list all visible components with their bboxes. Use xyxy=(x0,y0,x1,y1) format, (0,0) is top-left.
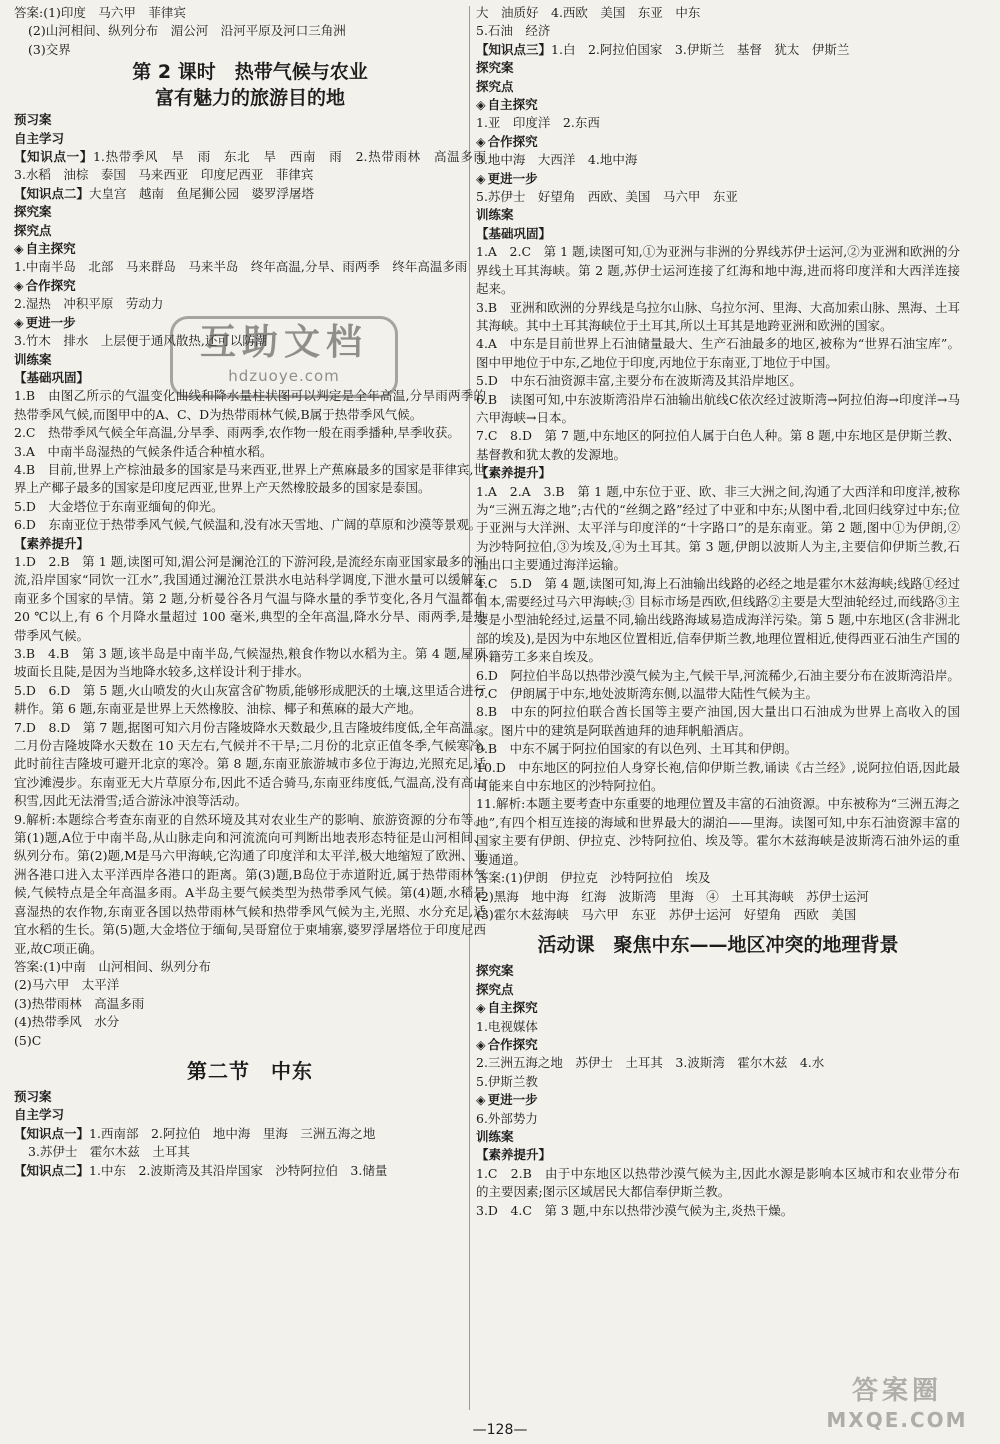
knowledge-text: 1.热带季风 旱 雨 东北 旱 西南 雨 2.热带雨林 高温多雨 3.水稻 油棕 泰国 马来西亚 印度尼西亚 菲律宾 xyxy=(14,149,486,183)
knowledge-tag: 【 知识点二 】 xyxy=(14,186,89,201)
exercise-item: 7.C 伊朗属于中东,地处波斯湾东侧,以温带大陆性气候为主。 xyxy=(476,686,818,702)
advanced-tag: 【 素养提升 】 xyxy=(476,465,551,480)
exercise-item: 4.B 目前,世界上产棕油最多的国家是马来西亚,世界上产蕉麻最多的国家是菲律宾,世界上产椰子最多的国家是印度尼西亚,世界上产天然橡胶最多的国家是泰国。 xyxy=(14,461,486,496)
exercise-item: 3.A 中南半岛湿热的气候条件适合种植水稻。 xyxy=(14,443,273,459)
exercise-item: 1.A 2.A 3.B 第 1 题,中东位于亚、欧、非三大洲之间,沟通了大西洋和印度洋,被称为“三洲五海之地”;古代的“丝绸之路”经过了中亚和中东;从图中看,北回归线穿过中东;位于亚洲与大洋洲、太平洋与印度洋的“十字路口”的是东南亚。第 2 题,图中①为伊朗,②为沙特阿拉伯,③为埃及,④为土耳其。第 3 题,伊朗以波斯人为主,主要信仰伊斯兰教,石油出口主要通过海洋运输。 xyxy=(476,483,960,573)
exercise-item: 8.B 中东的阿拉伯联合酋长国等主要产油国,因大量出口石油成为世界上高收入的国家。图片中的建筑是阿联酋迪拜的迪拜帆船酒店。 xyxy=(476,704,960,738)
diamond-heading: ◈ 自主探究 xyxy=(476,96,960,114)
exercise-item: 5.D 中东石油资源丰富,主要分布在波斯湾及其沿岸地区。 xyxy=(476,373,802,389)
section-label: 预习案 xyxy=(14,1088,52,1104)
diamond-heading: ◈ 自主探究 xyxy=(14,240,486,258)
exercise-item: 9.B 中东不属于阿拉伯国家的有以色列、土耳其和伊朗。 xyxy=(476,741,798,757)
exercise-item: 1.C 2.B 由于中东地区以热带沙漠气候为主,因此水源是影响本区城市和农业带分布的主要因素;图示区域居民大都信奉伊斯兰教。 xyxy=(476,1165,960,1200)
answer-line: (3)霍尔木兹海峡 马六甲 东亚 苏伊士运河 好望角 西欧 美国 xyxy=(476,906,857,922)
watermark-main: 互助文档 xyxy=(199,322,368,363)
exercise-item: 6.B 读图可知,中东波斯湾沿岸石油输出航线C依次经过波斯湾→阿拉伯海→印度洋→马六甲海峡→日本。 xyxy=(476,391,960,425)
corner-watermark-url: MXQE.COM xyxy=(826,1408,968,1432)
subsection-label: 自主学习 xyxy=(14,130,65,146)
left-column xyxy=(14,4,486,1418)
answer-line: 答案:(1)伊朗 伊拉克 沙特阿拉伯 埃及 xyxy=(476,870,711,886)
continued-text: 大 油质好 4.西欧 美国 东亚 中东 xyxy=(476,5,701,20)
section-label: 探究案 xyxy=(476,963,514,979)
explore-text: 3.竹木 排水 上层便于通风散热,还可以防潮 xyxy=(14,333,268,349)
knowledge-point-1 xyxy=(14,148,486,185)
answer-line: (3)热带雨林 高温多雨 xyxy=(14,995,145,1011)
explore-text: 5.苏伊士 好望角 西欧、美国 马六甲 东亚 xyxy=(476,189,738,205)
subsection-label: 探究点 xyxy=(476,981,514,997)
exercise-item: 6.D 东南亚位于热带季风气候,气候温和,没有冰天雪地、广阔的草原和沙漠等景观。 xyxy=(14,517,482,533)
knowledge-point-3 xyxy=(476,41,960,59)
explore-text: 1.亚 印度洋 2.东西 xyxy=(476,115,600,131)
answer-line: (3)交界 xyxy=(28,41,71,57)
section-label: 训练案 xyxy=(14,351,52,367)
knowledge-tag: 【 知识点一 】 xyxy=(14,1126,89,1141)
knowledge-tag: 【 知识点二 】 xyxy=(14,1163,89,1178)
exercise-item: 7.C 8.D 第 7 题,中东地区的阿拉伯人属于白色人种。第 8 题,中东地区是伊斯兰教、基督教和犹太教的发源地。 xyxy=(476,428,960,462)
section-label: 训练案 xyxy=(476,207,514,223)
watermark-sub: hdzuoye.com xyxy=(228,367,340,385)
knowledge-tag: 【 知识点三 】 xyxy=(476,42,551,57)
activity-title: 活动课 聚焦中东——地区冲突的地理背景 xyxy=(537,934,899,957)
advanced-tag: 【 素养提升 】 xyxy=(476,1147,551,1162)
subsection-label: 自主学习 xyxy=(14,1107,65,1123)
exercise-item: 1.B 由图乙所示的气温变化曲线和降水量柱状图可以判定是全年高温,分旱雨两季的热带季风气候,而图甲中的A、C、D为热带雨林气候,B属于热带季风气候。 xyxy=(14,388,486,422)
watermark-stamp xyxy=(170,316,398,398)
exercise-item: 3.B 亚洲和欧洲的分界线是乌拉尔山脉、乌拉尔河、里海、大高加索山脉、黑海、土耳其海峡。其中土耳其海峡位于土耳其,所以土耳其是地跨亚洲和欧洲的国家。 xyxy=(476,299,960,333)
exercise-item: 6.D 阿拉伯半岛以热带沙漠气候为主,气候干旱,河流稀少,石油主要分布在波斯湾沿岸。 xyxy=(476,667,960,683)
exercise-item: 2.C 热带季风气候全年高温,分旱季、雨两季,农作物一般在雨季播种,旱季收获。 xyxy=(14,425,460,441)
exercise-item: 4.A 中东是目前世界上石油储量最大、生产石油最多的地区,被称为“世界石油宝库”。图中甲地位于中东,乙地位于印度,丙地位于东南亚,丁地位于中国。 xyxy=(476,336,960,370)
explore-text: 5.伊斯兰教 xyxy=(476,1073,538,1089)
exercise-item: 5.D 大金塔位于东南亚缅甸的仰光。 xyxy=(14,498,224,514)
section-label: 预习案 xyxy=(14,112,52,128)
exercise-item: 10.D 中东地区的阿拉伯人身穿长袍,信仰伊斯兰教,诵读《古兰经》,说阿拉伯语,因此最可能来自中东地区的沙特阿拉伯。 xyxy=(476,759,960,794)
exercise-item: 3.D 4.C 第 3 题,中东以热带沙漠气候为主,炎热干燥。 xyxy=(476,1202,794,1218)
section-label: 探究案 xyxy=(14,204,52,220)
section-label: 训练案 xyxy=(476,1128,514,1144)
advanced-tag: 【 素养提升 】 xyxy=(14,536,89,551)
knowledge-text: 1.白 2.阿拉伯国家 3.伊斯兰 基督 犹太 伊斯兰 xyxy=(551,41,850,57)
corner-watermark-text: 答案圈 xyxy=(851,1376,942,1406)
exercise-item: 7.D 8.D 第 7 题,据图可知六月份吉隆坡降水天数最少,且吉隆坡纬度低,全年高温。二月份吉隆坡降水天数在 10 天左右,气候并不干旱;二月份的北京正值冬季,气候寒冷,此时前往吉隆坡可避开北京的寒冷。第 8 题,东南亚旅游城市多位于海边,光照充足,适宜沙滩漫步。东南亚无大片草原分布,因此不适合骑马,东南亚纬度低,气温高,没有高山积雪,因此无法滑雪;适合游泳冲浪等活动。 xyxy=(14,719,486,809)
explore-text: 3.地中海 大西洋 4.地中海 xyxy=(476,152,638,168)
knowledge-text: 3.苏伊士 霍尔木兹 土耳其 xyxy=(28,1144,190,1160)
page-number: —128— xyxy=(472,1422,528,1438)
lesson-title-line1: 第 2 课时 热带气候与农业 xyxy=(132,61,368,84)
answer-line: (2)马六甲 太平洋 xyxy=(14,977,120,993)
exercise-item: 11.解析:本题主要考查中东重要的地理位置及丰富的石油资源。中东被称为“三洲五海之地”,有四个相互连接的海域和世界最大的湖泊——里海。读图可知,中东石油资源丰富的国家主要有伊朗、伊拉克、沙特阿拉伯、埃及等。霍尔木兹海峡是波斯湾石油外运的重要通道。 xyxy=(476,796,960,867)
knowledge-text: 1.中东 2.波斯湾及其沿岸国家 沙特阿拉伯 3.储量 xyxy=(89,1162,388,1178)
knowledge-point-2 xyxy=(14,185,486,203)
answer-line: 答案:(1)中南 山河相间、纵列分布 xyxy=(14,958,211,974)
diamond-heading: ◈ 合作探究 xyxy=(476,133,960,151)
knowledge-text: 大皇宫 越南 鱼尾狮公园 婆罗浮屠塔 xyxy=(89,185,315,201)
section-label: 探究案 xyxy=(476,60,514,76)
knowledge-text: 1.西南部 2.阿拉伯 地中海 里海 三洲五海之地 xyxy=(89,1125,376,1141)
diamond-heading: ◈ 自主探究 xyxy=(476,999,960,1017)
explore-text: 2.湿热 冲积平原 劳动力 xyxy=(14,296,164,312)
explore-text: 2.三洲五海之地 苏伊士 土耳其 3.波斯湾 霍尔木兹 4.水 xyxy=(476,1055,825,1071)
basic-tag: 【 基础巩固 】 xyxy=(14,370,89,385)
exercise-item: 4.C 5.D 第 4 题,读图可知,海上石油输出线路的必经之地是霍尔木兹海峡;线路①经过日本,需要经过马六甲海峡;③ 目标市场是西欧,但线路②主要是大型油轮经过,而线路③主要是小型油轮经过,运量不同,输出线路海域易造成海洋污染。第 5 题,中东地区(含非洲北部的埃及),是因为中东地区位置相近,信奉伊斯兰教,地理位置相近,使得西亚石油生产国的外籍劳工多来自埃及。 xyxy=(476,575,960,665)
explore-text: 6.外部势力 xyxy=(476,1110,538,1126)
answer-line: (2)黑海 地中海 红海 波斯湾 里海 ④ 土耳其海峡 苏伊士运河 xyxy=(476,888,869,904)
answer-line: 答案:(1)印度 马六甲 菲律宾 xyxy=(14,5,186,20)
explore-text: 1.电视媒体 xyxy=(476,1018,538,1034)
knowledge-tag: 【 知识点一 】 xyxy=(14,149,93,164)
knowledge-point-2 xyxy=(14,1162,486,1180)
exercise-item: 5.D 6.D 第 5 题,火山喷发的火山灰富含矿物质,能够形成肥沃的土壤,这里适合进行耕作。第 6 题,东南亚是世界上天然橡胶、油棕、椰子和蕉麻的最大产地。 xyxy=(14,682,486,717)
right-column xyxy=(476,4,960,1418)
answer-line: (5)C xyxy=(14,1032,42,1048)
basic-tag: 【 基础巩固 】 xyxy=(476,226,551,241)
diamond-heading: ◈ 更进一步 xyxy=(476,1091,960,1109)
exercise-item: 3.B 4.B 第 3 题,该半岛是中南半岛,气候湿热,粮食作物以水稻为主。第 4 题,屋顶坡面长且陡,是因为当地降水较多,这样设计利于排水。 xyxy=(14,646,486,680)
knowledge-point-1 xyxy=(14,1125,486,1143)
subsection-label: 探究点 xyxy=(476,78,514,94)
exercise-item: 1.D 2.B 第 1 题,读图可知,湄公河是澜沧江的下游河段,是流经东南亚国家最多的河流,沿岸国家“同饮一江水”,我国通过澜沧江景洪水电站科学调度,下泄水量可以缓解东南亚多个国家的旱情。第 2 题,分析曼谷各月气温与降水量的季节变化,各月气温都在 20 ℃以上,有 6 个月降水量超过 100 毫米,典型的全年高温,降水分旱、雨两季,是热带季风气候。 xyxy=(14,553,486,643)
answer-line: (4)热带季风 水分 xyxy=(14,1014,120,1030)
exercise-item: 9.解析:本题综合考查东南亚的自然环境及其对农业生产的影响、旅游资源的分布等。第(1)题,A位于中南半岛,从山脉走向和河流流向可判断出地表形态特征是山河相间、纵列分布。第(2)题,M是马六甲海峡,它沟通了印度洋和太平洋,极大地缩短了欧洲、亚洲各港口进入太平洋西岸各港口的距离。第(3)题,B岛位于赤道附近,属于热带雨林气候,气候特点是全年高温多雨。A半岛主要气候类型为热带季风气候。第(4)题,水稻是喜湿热的农作物,东南亚各国以热带雨林气候和热带季风气候为主,光照、水分充足,适宜水稻的生长。第(5)题,大金塔位于缅甸,吴哥窟位于柬埔寨,婆罗浮屠塔位于印度尼西亚,故C项正确。 xyxy=(14,811,486,956)
diamond-heading: ◈ 合作探究 xyxy=(476,1036,960,1054)
answer-line: (2)山河相间、纵列分布 湄公河 沿河平原及河口三角洲 xyxy=(28,23,346,39)
exercise-item: 1.A 2.C 第 1 题,读图可知,①为亚洲与非洲的分界线苏伊士运河,②为亚洲和欧洲的分界线土耳其海峡。第 2 题,苏伊士运河连接了红海和地中海,进而将印度洋和大西洋连接起来。 xyxy=(476,244,960,297)
section-title: 第二节 中东 xyxy=(187,1058,313,1083)
subsection-label: 探究点 xyxy=(14,222,52,238)
explore-text: 1.中南半岛 北部 马来群岛 马来半岛 终年高温,分旱、雨两季 终年高温多雨 xyxy=(14,259,468,275)
lesson-title-line2: 富有魅力的旅游目的地 xyxy=(154,87,345,110)
diamond-heading: ◈ 更进一步 xyxy=(14,314,486,332)
continued-text: 5.石油 经济 xyxy=(476,23,551,39)
diamond-heading: ◈ 合作探究 xyxy=(14,277,486,295)
diamond-heading: ◈ 更进一步 xyxy=(476,170,960,188)
